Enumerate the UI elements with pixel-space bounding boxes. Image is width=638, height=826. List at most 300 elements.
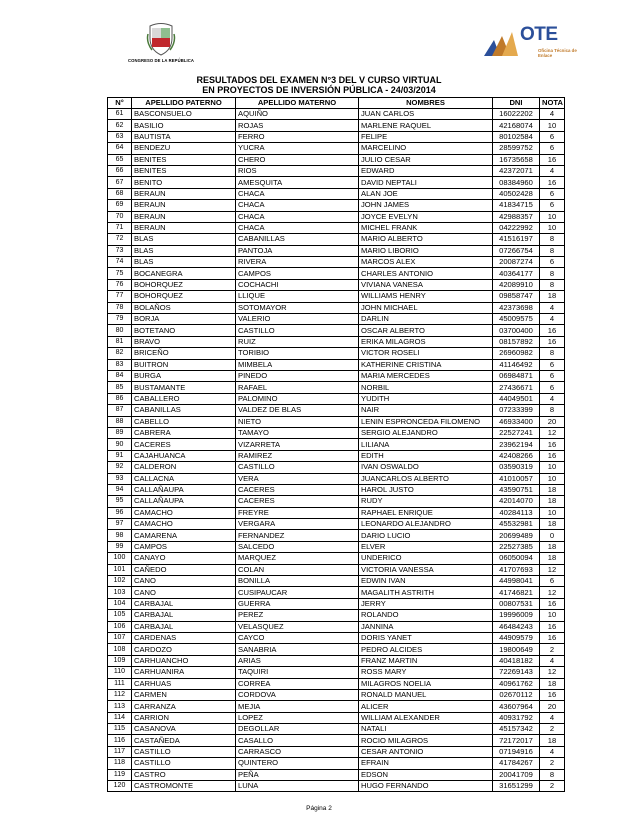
row-number-cell: 119 <box>108 769 132 780</box>
dni-cell: 19996009 <box>493 610 540 621</box>
row-number-cell: 72 <box>108 234 132 245</box>
apellido-paterno-cell: BASILIO <box>132 120 236 131</box>
apellido-paterno-cell: CARHUANCHO <box>132 655 236 666</box>
nombres-cell: JUAN CARLOS <box>359 109 493 120</box>
row-number-cell: 88 <box>108 416 132 427</box>
table-row <box>108 393 565 404</box>
nombres-cell: EDITH <box>359 450 493 461</box>
apellido-materno-cell: LUNA <box>236 781 359 792</box>
nombres-cell: NATALI <box>359 724 493 735</box>
apellido-materno-cell: AMESQUITA <box>236 177 359 188</box>
row-number-cell: 87 <box>108 405 132 416</box>
table-row <box>108 245 565 256</box>
table-row <box>108 200 565 211</box>
apellido-paterno-cell: CARRANZA <box>132 701 236 712</box>
dni-cell: 22527385 <box>493 541 540 552</box>
apellido-materno-cell: TAMAYO <box>236 427 359 438</box>
nombres-cell: HAROL JUSTO <box>359 484 493 495</box>
row-number-cell: 83 <box>108 359 132 370</box>
dni-cell: 42372071 <box>493 165 540 176</box>
nombres-cell: ROLANDO <box>359 610 493 621</box>
row-number-cell: 110 <box>108 667 132 678</box>
table-row <box>108 177 565 188</box>
table-row <box>108 359 565 370</box>
dni-cell: 45532981 <box>493 519 540 530</box>
nombres-cell: EDWARD <box>359 165 493 176</box>
dni-cell: 43590751 <box>493 484 540 495</box>
apellido-materno-cell: VERA <box>236 473 359 484</box>
nombres-cell: MARIO LIBORIO <box>359 245 493 256</box>
row-number-cell: 71 <box>108 222 132 233</box>
nota-cell: 6 <box>540 382 565 393</box>
apellido-materno-cell: FERRO <box>236 131 359 142</box>
row-number-cell: 81 <box>108 336 132 347</box>
ote-logo-name: OTE <box>520 24 558 45</box>
row-number-cell: 104 <box>108 598 132 609</box>
row-number-cell: 77 <box>108 291 132 302</box>
dni-cell: 42168074 <box>493 120 540 131</box>
apellido-paterno-cell: CABRERA <box>132 427 236 438</box>
apellido-paterno-cell: CANO <box>132 576 236 587</box>
nota-cell: 16 <box>540 439 565 450</box>
dni-cell: 42014070 <box>493 496 540 507</box>
nota-cell: 16 <box>540 450 565 461</box>
apellido-materno-cell: CACERES <box>236 484 359 495</box>
apellido-materno-cell: GUERRA <box>236 598 359 609</box>
row-number-cell: 111 <box>108 678 132 689</box>
ote-logo <box>484 24 586 62</box>
table-row <box>108 279 565 290</box>
apellido-paterno-cell: CARDENAS <box>132 632 236 643</box>
apellido-paterno-cell: BENITO <box>132 177 236 188</box>
nota-cell: 4 <box>540 109 565 120</box>
nombres-cell: FRANZ MARTIN <box>359 655 493 666</box>
nota-cell: 6 <box>540 576 565 587</box>
dni-cell: 02670112 <box>493 689 540 700</box>
table-row <box>108 678 565 689</box>
table-row <box>108 530 565 541</box>
apellido-materno-cell: ROJAS <box>236 120 359 131</box>
row-number-cell: 89 <box>108 427 132 438</box>
dni-cell: 23962194 <box>493 439 540 450</box>
apellido-materno-cell: PEREZ <box>236 610 359 621</box>
row-number-cell: 114 <box>108 712 132 723</box>
apellido-materno-cell: QUINTERO <box>236 758 359 769</box>
dni-cell: 20041709 <box>493 769 540 780</box>
dni-cell: 42408266 <box>493 450 540 461</box>
header-dni: DNI <box>493 98 540 109</box>
dni-cell: 40284113 <box>493 507 540 518</box>
table-row <box>108 291 565 302</box>
row-number-cell: 73 <box>108 245 132 256</box>
apellido-materno-cell: RIOS <box>236 165 359 176</box>
apellido-materno-cell: CASTILLO <box>236 325 359 336</box>
apellido-paterno-cell: CASTROMONTE <box>132 781 236 792</box>
nota-cell: 4 <box>540 712 565 723</box>
table-row <box>108 735 565 746</box>
table-row <box>108 610 565 621</box>
row-number-cell: 80 <box>108 325 132 336</box>
row-number-cell: 95 <box>108 496 132 507</box>
dni-cell: 41010057 <box>493 473 540 484</box>
row-number-cell: 97 <box>108 519 132 530</box>
apellido-paterno-cell: CACERES <box>132 439 236 450</box>
nota-cell: 16 <box>540 325 565 336</box>
nota-cell: 18 <box>540 541 565 552</box>
dni-cell: 45157342 <box>493 724 540 735</box>
nombres-cell: VICTOR ROSELI <box>359 348 493 359</box>
apellido-materno-cell: CHACA <box>236 188 359 199</box>
row-number-cell: 75 <box>108 268 132 279</box>
table-row <box>108 370 565 381</box>
nombres-cell: ELVER <box>359 541 493 552</box>
apellido-materno-cell: YUCRA <box>236 143 359 154</box>
nombres-cell: LEONARDO ALEJANDRO <box>359 519 493 530</box>
apellido-paterno-cell: BERAUN <box>132 188 236 199</box>
row-number-cell: 93 <box>108 473 132 484</box>
nota-cell: 8 <box>540 769 565 780</box>
table-row <box>108 325 565 336</box>
table-row <box>108 667 565 678</box>
row-number-cell: 86 <box>108 393 132 404</box>
dni-cell: 42988357 <box>493 211 540 222</box>
dni-cell: 41784267 <box>493 758 540 769</box>
apellido-paterno-cell: CANO <box>132 587 236 598</box>
apellido-paterno-cell: CABALLERO <box>132 393 236 404</box>
apellido-materno-cell: PALOMINO <box>236 393 359 404</box>
row-number-cell: 105 <box>108 610 132 621</box>
apellido-materno-cell: MEJIA <box>236 701 359 712</box>
apellido-paterno-cell: BOCANEGRA <box>132 268 236 279</box>
nota-cell: 12 <box>540 564 565 575</box>
nombres-cell: MAGALITH ASTRITH <box>359 587 493 598</box>
row-number-cell: 116 <box>108 735 132 746</box>
apellido-materno-cell: CACERES <box>236 496 359 507</box>
apellido-paterno-cell: BLAS <box>132 245 236 256</box>
table-row <box>108 507 565 518</box>
apellido-materno-cell: LLIQUE <box>236 291 359 302</box>
table-row <box>108 427 565 438</box>
document-subtitle: EN PROYECTOS DE INVERSIÓN PÚBLICA - 24/03/2014 <box>202 85 436 95</box>
apellido-materno-cell: RIVERA <box>236 257 359 268</box>
nombres-cell: WILLIAMS HENRY <box>359 291 493 302</box>
dni-cell: 41746821 <box>493 587 540 598</box>
row-number-cell: 108 <box>108 644 132 655</box>
row-number-cell: 103 <box>108 587 132 598</box>
row-number-cell: 68 <box>108 188 132 199</box>
apellido-materno-cell: VELASQUEZ <box>236 621 359 632</box>
dni-cell: 03590319 <box>493 462 540 473</box>
dni-cell: 41516197 <box>493 234 540 245</box>
nombres-cell: YUDITH <box>359 393 493 404</box>
dni-cell: 44998041 <box>493 576 540 587</box>
table-row <box>108 143 565 154</box>
table-header-row <box>108 98 565 109</box>
dni-cell: 16022202 <box>493 109 540 120</box>
apellido-materno-cell: CORREA <box>236 678 359 689</box>
table-row <box>108 188 565 199</box>
nota-cell: 8 <box>540 405 565 416</box>
apellido-paterno-cell: BUSTAMANTE <box>132 382 236 393</box>
row-number-cell: 100 <box>108 553 132 564</box>
nota-cell: 18 <box>540 678 565 689</box>
nota-cell: 6 <box>540 370 565 381</box>
apellido-paterno-cell: BRICEÑO <box>132 348 236 359</box>
table-row <box>108 746 565 757</box>
dni-cell: 27436671 <box>493 382 540 393</box>
row-number-cell: 79 <box>108 314 132 325</box>
table-row <box>108 450 565 461</box>
table-row <box>108 462 565 473</box>
dni-cell: 40931792 <box>493 712 540 723</box>
nombres-cell: MARCOS ALEX <box>359 257 493 268</box>
row-number-cell: 66 <box>108 165 132 176</box>
dni-cell: 42373698 <box>493 302 540 313</box>
nota-cell: 4 <box>540 302 565 313</box>
nombres-cell: MARIO ALBERTO <box>359 234 493 245</box>
apellido-paterno-cell: BENITES <box>132 165 236 176</box>
nota-cell: 20 <box>540 701 565 712</box>
apellido-materno-cell: RAMIREZ <box>236 450 359 461</box>
table-row <box>108 564 565 575</box>
table-row <box>108 724 565 735</box>
nota-cell: 6 <box>540 143 565 154</box>
nota-cell: 18 <box>540 484 565 495</box>
apellido-materno-cell: CAMPOS <box>236 268 359 279</box>
row-number-cell: 90 <box>108 439 132 450</box>
nota-cell: 10 <box>540 120 565 131</box>
nota-cell: 4 <box>540 165 565 176</box>
apellido-materno-cell: DEGOLLAR <box>236 724 359 735</box>
nota-cell: 10 <box>540 462 565 473</box>
header-apellido-materno: APELLIDO MATERNO <box>236 98 359 109</box>
nombres-cell: KATHERINE CRISTINA <box>359 359 493 370</box>
apellido-paterno-cell: BOHORQUEZ <box>132 291 236 302</box>
dni-cell: 40502428 <box>493 188 540 199</box>
apellido-materno-cell: CHACA <box>236 222 359 233</box>
nota-cell: 18 <box>540 496 565 507</box>
nombres-cell: RUDY <box>359 496 493 507</box>
nota-cell: 16 <box>540 598 565 609</box>
row-number-cell: 69 <box>108 200 132 211</box>
row-number-cell: 74 <box>108 257 132 268</box>
table-row <box>108 769 565 780</box>
page-number: Página 2 <box>306 805 332 812</box>
apellido-paterno-cell: BOTETANO <box>132 325 236 336</box>
table-row <box>108 109 565 120</box>
row-number-cell: 101 <box>108 564 132 575</box>
table-row <box>108 416 565 427</box>
document-title: RESULTADOS DEL EXAMEN N°3 DEL V CURSO VIRTUAL <box>196 75 442 85</box>
row-number-cell: 85 <box>108 382 132 393</box>
table-row <box>108 120 565 131</box>
dni-cell: 41707693 <box>493 564 540 575</box>
nota-cell: 4 <box>540 314 565 325</box>
apellido-paterno-cell: CARMEN <box>132 689 236 700</box>
row-number-cell: 120 <box>108 781 132 792</box>
row-number-cell: 67 <box>108 177 132 188</box>
dni-cell: 45009575 <box>493 314 540 325</box>
apellido-paterno-cell: CABANILLAS <box>132 405 236 416</box>
nombres-cell: FELIPE <box>359 131 493 142</box>
nota-cell: 6 <box>540 200 565 211</box>
table-row <box>108 314 565 325</box>
apellido-paterno-cell: CAMPOS <box>132 541 236 552</box>
table-row <box>108 689 565 700</box>
apellido-paterno-cell: CARHUAS <box>132 678 236 689</box>
dni-cell: 07266754 <box>493 245 540 256</box>
dni-cell: 07233399 <box>493 405 540 416</box>
nombres-cell: OSCAR ALBERTO <box>359 325 493 336</box>
apellido-materno-cell: MARQUEZ <box>236 553 359 564</box>
nombres-cell: JOHN MICHAEL <box>359 302 493 313</box>
apellido-materno-cell: CHERO <box>236 154 359 165</box>
header-nombres: NOMBRES <box>359 98 493 109</box>
nombres-cell: IVAN OSWALDO <box>359 462 493 473</box>
dni-cell: 16735658 <box>493 154 540 165</box>
table-row <box>108 621 565 632</box>
row-number-cell: 113 <box>108 701 132 712</box>
nota-cell: 8 <box>540 268 565 279</box>
nombres-cell: JOYCE EVELYN <box>359 211 493 222</box>
table-row <box>108 336 565 347</box>
dni-cell: 08384960 <box>493 177 540 188</box>
table-row <box>108 257 565 268</box>
dni-cell: 80102584 <box>493 131 540 142</box>
nombres-cell: MICHEL FRANK <box>359 222 493 233</box>
apellido-paterno-cell: CARDOZO <box>132 644 236 655</box>
nombres-cell: DARLIN <box>359 314 493 325</box>
apellido-paterno-cell: BENDEZU <box>132 143 236 154</box>
row-number-cell: 92 <box>108 462 132 473</box>
dni-cell: 40961762 <box>493 678 540 689</box>
nota-cell: 2 <box>540 644 565 655</box>
nombres-cell: JUANCARLOS ALBERTO <box>359 473 493 484</box>
row-number-cell: 109 <box>108 655 132 666</box>
dni-cell: 03700400 <box>493 325 540 336</box>
apellido-paterno-cell: CABELLO <box>132 416 236 427</box>
dni-cell: 06050094 <box>493 553 540 564</box>
apellido-paterno-cell: CAMARENA <box>132 530 236 541</box>
table-row <box>108 348 565 359</box>
table-row <box>108 644 565 655</box>
header-number: N° <box>108 98 132 109</box>
table-row <box>108 701 565 712</box>
nombres-cell: MARCELINO <box>359 143 493 154</box>
apellido-materno-cell: VERGARA <box>236 519 359 530</box>
table-body <box>108 109 565 792</box>
nota-cell: 6 <box>540 257 565 268</box>
nota-cell: 4 <box>540 746 565 757</box>
nota-cell: 16 <box>540 177 565 188</box>
header-apellido-paterno: APELLIDO PATERNO <box>132 98 236 109</box>
apellido-materno-cell: TORIBIO <box>236 348 359 359</box>
row-number-cell: 94 <box>108 484 132 495</box>
apellido-paterno-cell: BERAUN <box>132 222 236 233</box>
row-number-cell: 91 <box>108 450 132 461</box>
nombres-cell: ALICER <box>359 701 493 712</box>
nombres-cell: EFRAIN <box>359 758 493 769</box>
row-number-cell: 118 <box>108 758 132 769</box>
nombres-cell: JERRY <box>359 598 493 609</box>
nota-cell: 8 <box>540 348 565 359</box>
nota-cell: 10 <box>540 473 565 484</box>
table-row <box>108 439 565 450</box>
dni-cell: 40418182 <box>493 655 540 666</box>
apellido-materno-cell: CASTILLO <box>236 462 359 473</box>
row-number-cell: 117 <box>108 746 132 757</box>
apellido-paterno-cell: BERAUN <box>132 200 236 211</box>
apellido-materno-cell: VIZARRETA <box>236 439 359 450</box>
nota-cell: 18 <box>540 553 565 564</box>
apellido-paterno-cell: BUITRON <box>132 359 236 370</box>
nombres-cell: MARIA MERCEDES <box>359 370 493 381</box>
apellido-paterno-cell: CARBAJAL <box>132 610 236 621</box>
apellido-materno-cell: FREYRE <box>236 507 359 518</box>
table-row <box>108 211 565 222</box>
table-row <box>108 758 565 769</box>
table-row <box>108 484 565 495</box>
nota-cell: 10 <box>540 507 565 518</box>
apellido-paterno-cell: CASANOVA <box>132 724 236 735</box>
nombres-cell: JOHN JAMES <box>359 200 493 211</box>
nombres-cell: NAIR <box>359 405 493 416</box>
dni-cell: 40364177 <box>493 268 540 279</box>
row-number-cell: 107 <box>108 632 132 643</box>
apellido-materno-cell: COCHACHI <box>236 279 359 290</box>
row-number-cell: 102 <box>108 576 132 587</box>
dni-cell: 26960982 <box>493 348 540 359</box>
dni-cell: 46933400 <box>493 416 540 427</box>
table-row <box>108 268 565 279</box>
table-row <box>108 655 565 666</box>
row-number-cell: 64 <box>108 143 132 154</box>
table-row <box>108 576 565 587</box>
dni-cell: 31651299 <box>493 781 540 792</box>
nombres-cell: CHARLES ANTONIO <box>359 268 493 279</box>
apellido-paterno-cell: BASCONSUELO <box>132 109 236 120</box>
nota-cell: 18 <box>540 519 565 530</box>
apellido-materno-cell: BONILLA <box>236 576 359 587</box>
apellido-materno-cell: SOTOMAYOR <box>236 302 359 313</box>
table-row <box>108 632 565 643</box>
apellido-materno-cell: PINEDO <box>236 370 359 381</box>
nota-cell: 10 <box>540 222 565 233</box>
apellido-materno-cell: SANABRIA <box>236 644 359 655</box>
apellido-paterno-cell: BAUTISTA <box>132 131 236 142</box>
row-number-cell: 62 <box>108 120 132 131</box>
row-number-cell: 84 <box>108 370 132 381</box>
nombres-cell: MILAGROS NOELIA <box>359 678 493 689</box>
nombres-cell: RAPHAEL ENRIQUE <box>359 507 493 518</box>
dni-cell: 72269143 <box>493 667 540 678</box>
apellido-materno-cell: NIETO <box>236 416 359 427</box>
dni-cell: 00807531 <box>493 598 540 609</box>
apellido-materno-cell: CORDOVA <box>236 689 359 700</box>
nota-cell: 16 <box>540 632 565 643</box>
nombres-cell: EDSON <box>359 769 493 780</box>
apellido-materno-cell: LOPEZ <box>236 712 359 723</box>
row-number-cell: 70 <box>108 211 132 222</box>
ote-emblem-icon <box>484 30 518 58</box>
table-row <box>108 131 565 142</box>
row-number-cell: 78 <box>108 302 132 313</box>
nota-cell: 12 <box>540 427 565 438</box>
apellido-materno-cell: CUSIPAUCAR <box>236 587 359 598</box>
nota-cell: 20 <box>540 416 565 427</box>
dni-cell: 09858747 <box>493 291 540 302</box>
apellido-materno-cell: TAQUIRI <box>236 667 359 678</box>
